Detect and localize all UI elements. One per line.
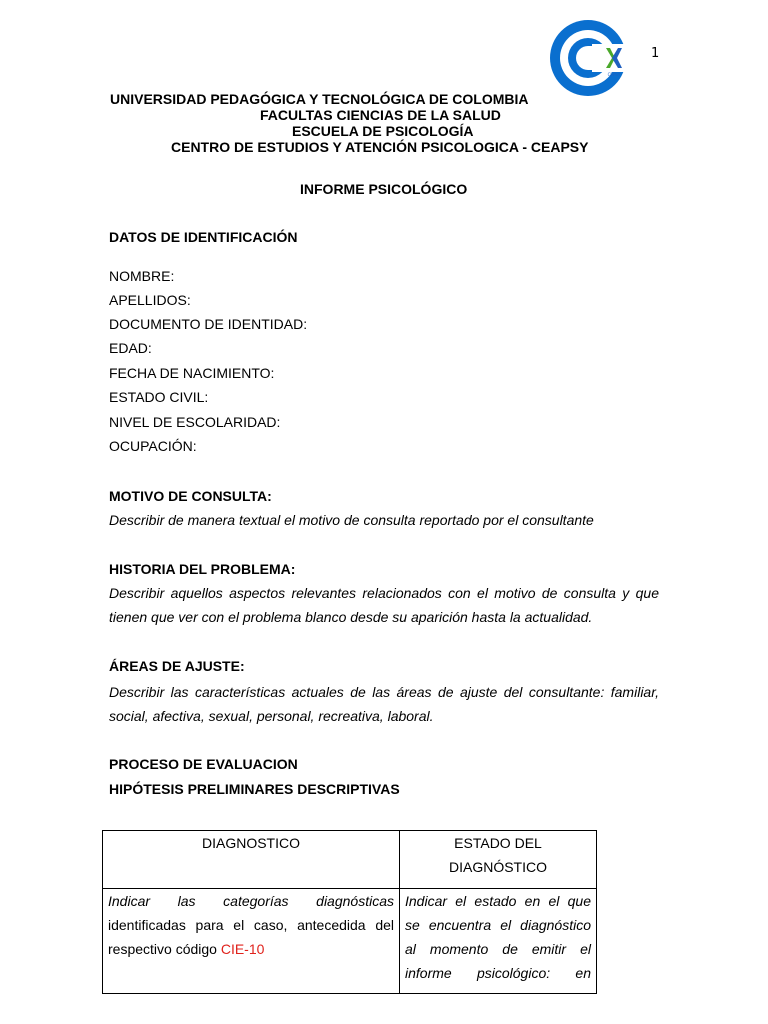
page-number: 1 <box>651 46 660 61</box>
field-ocupacion: OCUPACIÓN: <box>109 438 197 454</box>
table-row <box>103 889 597 994</box>
estado-line-3: al momento de emitir el <box>405 941 591 957</box>
estado-cell <box>400 889 597 994</box>
ceapsy-logo-icon <box>548 18 628 98</box>
proceso-heading: PROCESO DE EVALUACION <box>109 756 298 772</box>
areas-line-1: Describir las características actuales de las áreas de ajuste del consultante: familiar, <box>109 684 659 700</box>
center-name: CENTRO DE ESTUDIOS Y ATENCIÓN PSICOLOGICA - CEAPSY <box>171 139 589 155</box>
field-apellidos: APELLIDOS: <box>109 292 191 308</box>
diagnostico-line-3: respectivo código CIE-10 <box>108 941 265 957</box>
document-title: INFORME PSICOLÓGICO <box>300 181 468 197</box>
estado-header: ESTADO DEL DIAGNÓSTICO <box>400 831 597 889</box>
historia-heading: HISTORIA DEL PROBLEMA: <box>109 561 296 577</box>
diagnostico-line-2: identificadas para el caso, antecedida del <box>108 917 394 933</box>
diagnosis-table <box>102 830 597 994</box>
field-nivel-escolaridad: NIVEL DE ESCOLARIDAD: <box>109 414 281 430</box>
table-header-row <box>103 831 597 889</box>
estado-line-2: se encuentra el diagnóstico <box>405 917 591 933</box>
motivo-text: Describir de manera textual el motivo de consulta reportado por el consultante <box>109 512 594 528</box>
diagnostico-header: DIAGNOSTICO <box>103 831 400 889</box>
areas-heading: ÁREAS DE AJUSTE: <box>109 658 245 674</box>
historia-line-2: tienen que ver con el problema blanco desde su aparición hasta la actualidad. <box>109 609 593 625</box>
field-nombre: NOMBRE: <box>109 268 175 284</box>
field-documento: DOCUMENTO DE IDENTIDAD: <box>109 316 308 332</box>
historia-line-1: Describir aquellos aspectos relevantes relacionados con el motivo de consulta y que <box>109 585 659 601</box>
areas-line-2: social, afectiva, sexual, personal, recreativa, laboral. <box>109 708 434 724</box>
diagnostico-cell <box>103 889 400 994</box>
hipotesis-heading: HIPÓTESIS PRELIMINARES DESCRIPTIVAS <box>109 781 400 797</box>
diagnostico-line-1: Indicar las categorías diagnósticas <box>108 893 394 909</box>
cie-10-code: CIE-10 <box>220 941 265 957</box>
field-estado-civil: ESTADO CIVIL: <box>109 389 209 405</box>
identification-heading: DATOS DE IDENTIFICACIÓN <box>109 229 298 245</box>
school-name: ESCUELA DE PSICOLOGÍA <box>292 123 474 139</box>
university-name: UNIVERSIDAD PEDAGÓGICA Y TECNOLÓGICA DE COLOMBIA <box>110 91 529 107</box>
estado-line-4: informe psicológico: en <box>405 965 591 981</box>
motivo-heading: MOTIVO DE CONSULTA: <box>109 488 272 504</box>
field-edad: EDAD: <box>109 340 152 356</box>
estado-line-1: Indicar el estado en el que <box>405 893 591 909</box>
field-fecha-nacimiento: FECHA DE NACIMIENTO: <box>109 365 275 381</box>
logo-text: CEPSY <box>607 72 621 77</box>
faculty-name: FACULTAS CIENCIAS DE LA SALUD <box>260 107 501 123</box>
